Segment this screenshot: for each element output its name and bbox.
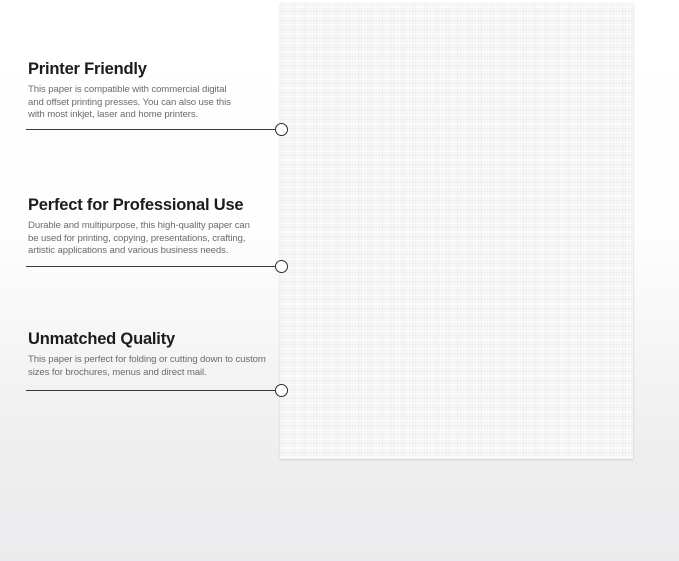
connector-3 <box>26 383 288 397</box>
connector-dot-1 <box>275 123 288 136</box>
feature-title: Perfect for Professional Use <box>28 196 244 214</box>
feature-title: Unmatched Quality <box>28 330 175 348</box>
connector-1 <box>26 122 288 136</box>
connector-line-1 <box>26 129 275 130</box>
feature-description: This paper is compatible with commercial digital and offset printing presses. You can also use this with most inkjet, laser and home printers. <box>28 84 231 120</box>
connector-dot-3 <box>275 384 288 397</box>
feature-description: This paper is perfect for folding or cutting down to custom sizes for brochures, menus and direct mail. <box>28 354 266 378</box>
feature-title: Printer Friendly <box>28 60 147 78</box>
feature-printer-friendly <box>26 60 286 122</box>
feature-unmatched-quality <box>26 330 286 379</box>
feature-description: Durable and multipurpose, this high-quality paper can be used for printing, copying, presentations, crafting, artistic applications and various business needs. <box>28 220 250 256</box>
connector-2 <box>26 259 288 273</box>
feature-professional-use <box>26 196 286 258</box>
paper-sample-image <box>280 3 633 459</box>
connector-dot-2 <box>275 260 288 273</box>
connector-line-2 <box>26 266 275 267</box>
connector-line-3 <box>26 390 275 391</box>
